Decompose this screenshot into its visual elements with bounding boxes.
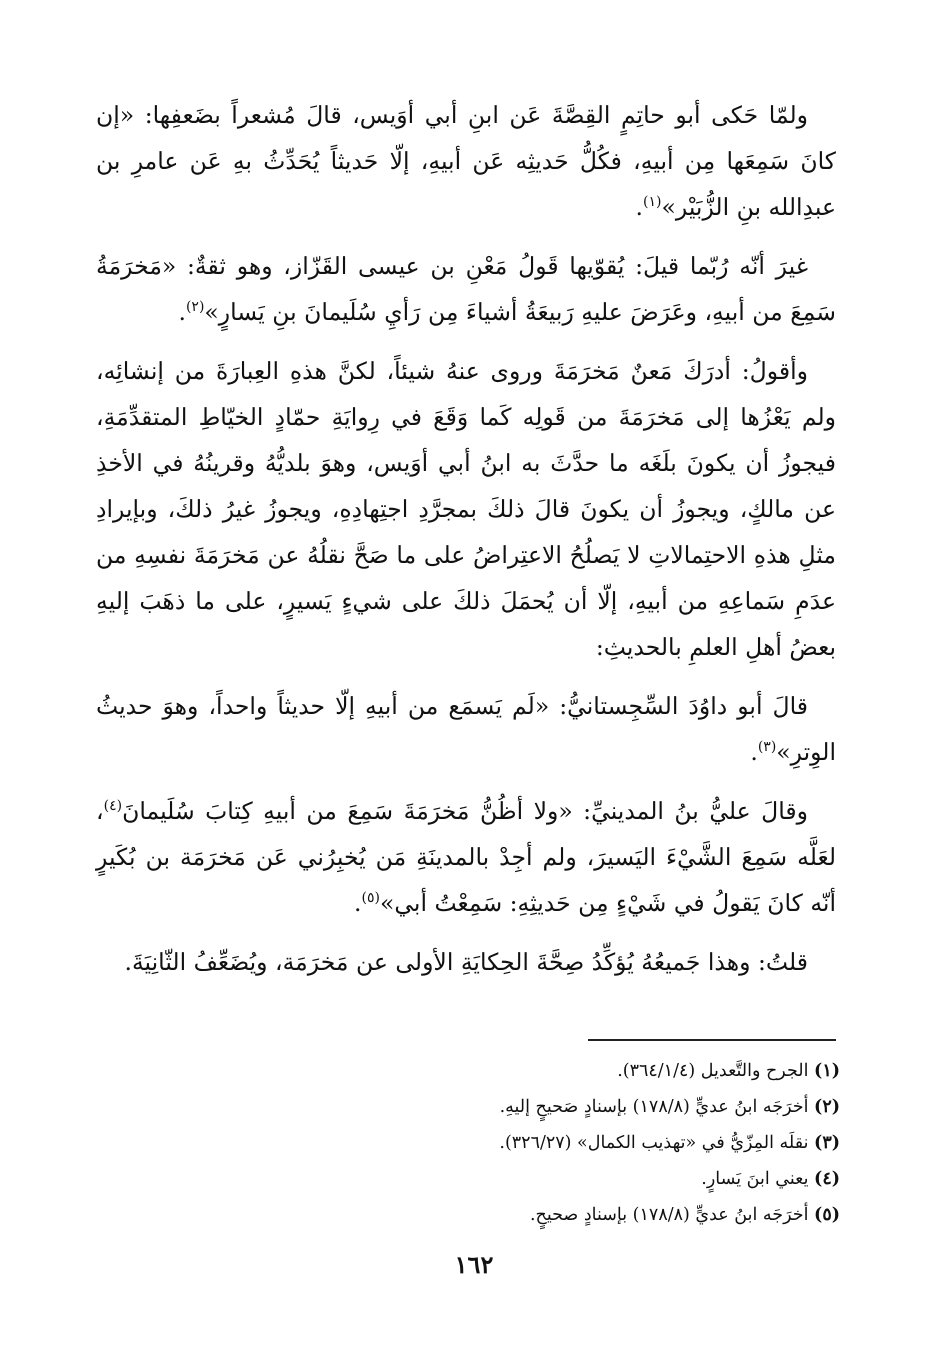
- footnotes: [300, 1053, 840, 1233]
- paragraph-tail: .: [354, 889, 362, 917]
- paragraph-4: [96, 683, 836, 775]
- footnote-1: [300, 1053, 840, 1089]
- footnote-ref-2[interactable]: (٢): [185, 299, 205, 316]
- paragraph-3: [96, 348, 836, 670]
- paragraph-text: غيرَ أنّه رُبّما قيلَ: يُقوّيها قَولُ مَعْنِ بن عيسى القَزّاز، وهو ثقةٌ: «مَخرَمَةُ سَمِعَ من أبيهِ، وعَرَضَ عليهِ رَبيعَةُ أشياءَ مِن رَأيِ سُلَيمانَ بنِ يَسارٍ»: [96, 252, 836, 326]
- paragraph-tail: .: [178, 298, 186, 326]
- paragraph-text: وقالَ عليُّ بنُ المدينيِّ: «ولا أظُنُّ مَخرَمَةَ سَمِعَ من أبيهِ كِتابَ سُلَيمانَ: [122, 797, 808, 825]
- footnote-3: [300, 1125, 840, 1161]
- footnote-text: أخرَجَه ابنُ عديٍّ (١٧٨/٨) بإسنادٍ صَحيحٍ إليهِ.: [499, 1097, 809, 1117]
- footnote-text: أخرَجَه ابنُ عديٍّ (١٧٨/٨) بإسنادٍ صحيحٍ.: [529, 1205, 809, 1225]
- footnote-ref-1[interactable]: (١): [643, 194, 662, 211]
- paragraph-tail: .: [635, 193, 643, 221]
- footnote-number: (٣): [814, 1133, 840, 1153]
- footnote-text: نقلَه المِزّيُّ في «تهذيب الكمال» (٣٢٦/٢٧).: [499, 1133, 809, 1153]
- footnote-text: الجرح والتَّعديل (٣٦٤/١/٤).: [617, 1061, 809, 1081]
- paragraph-text: قالَ أبو داوُدَ السِّجِستانيُّ: «لَم يَسمَع من أبيهِ إلّا حديثاً واحداً، وهوَ حديثُ الوِترِ»: [96, 692, 836, 766]
- paragraph-text-continued: ، لعَلَّه سَمِعَ الشَّيْءَ اليَسيرَ، ولم أجِدْ بالمدينَةِ مَن يُخبِرُني عَن مَخرَمَة بن بُكَيرٍ أنّه كانَ يَقولُ في شَيْءٍ مِن حَديثِهِ: سَمِعْتُ أبي»: [96, 797, 836, 917]
- paragraph-text: وأقولُ: أدرَكَ مَعنٌ مَخرَمَةَ وروى عنهُ شيئاً، لكنَّ هذهِ العِبارَةَ من إنشائِه، ولم يَعْزُها إلى مَخرَمَةَ من قَولِه كَما وَقَعَ في رِوايَةِ حمّادٍ الخيّاطِ المتقدِّمَةِ، فيجوزُ أن يكونَ بلَغَه ما حدَّثَ به ابنُ أبي أوَيس، وهوَ بلديُّهُ وقرينُهُ في الأخذِ عن مالكٍ، ويجوزُ أن يكونَ قالَ ذلكَ بمجرَّدِ اجتِهادِهِ، ويجوزُ غيرُ ذلكَ، وبإيرادِ مثلِ هذهِ الاحتِمالاتِ لا يَصلُحُ الاعتِراضُ على ما صَحَّ نقلُهُ عن مَخرَمَةَ نفسِهِ من عدَمِ سَماعِهِ من أبيهِ، إلّا أن يُحمَلَ ذلكَ على شيءٍ يَسيرٍ، على ما ذهَبَ إليهِ بعضُ أهلِ العلمِ بالحديثِ:: [96, 357, 836, 661]
- footnote-text: يعني ابنَ يَسارٍ.: [701, 1169, 809, 1189]
- paragraph-1: [96, 92, 836, 230]
- footnote-number: (١): [814, 1061, 840, 1081]
- page-number: ١٦٢: [454, 1250, 494, 1279]
- paragraph-text: قلتُ: وهذا جَميعُهُ يُؤكِّدُ صِحَّةَ الحِكايَةِ الأولى عن مَخرَمَة، ويُضَعِّفُ الثّانِيَةَ.: [124, 948, 808, 976]
- footnote-4: [300, 1161, 840, 1197]
- paragraph-text: ولمّا حَكى أبو حاتِمٍ القِصَّةَ عَن ابنِ أبي أوَيس، قالَ مُشعراً بضَعفِها: «إن كانَ سَمِعَها مِن أبيهِ، فكُلُّ حَديثِه عَن أبيهِ، إلّا حَديثاً يُحَدِّثُ بهِ عَن عامرِ بن عبدِالله بنِ الزُّبَيْر»: [96, 101, 836, 221]
- footnote-number: (٥): [814, 1205, 840, 1225]
- footnote-number: (٢): [814, 1097, 840, 1117]
- footnote-ref-4[interactable]: (٤): [103, 798, 123, 815]
- footnote-ref-3[interactable]: (٣): [757, 739, 777, 756]
- paragraph-tail: .: [750, 738, 758, 766]
- main-text: [96, 92, 836, 998]
- footnote-separator: [588, 1039, 836, 1041]
- paragraph-6: [96, 939, 836, 985]
- paragraph-5: [96, 788, 836, 926]
- footnote-2: [300, 1089, 840, 1125]
- footnote-ref-5[interactable]: (٥): [361, 890, 380, 907]
- footnote-5: [300, 1197, 840, 1233]
- footnote-number: (٤): [814, 1169, 840, 1189]
- paragraph-2: [96, 243, 836, 335]
